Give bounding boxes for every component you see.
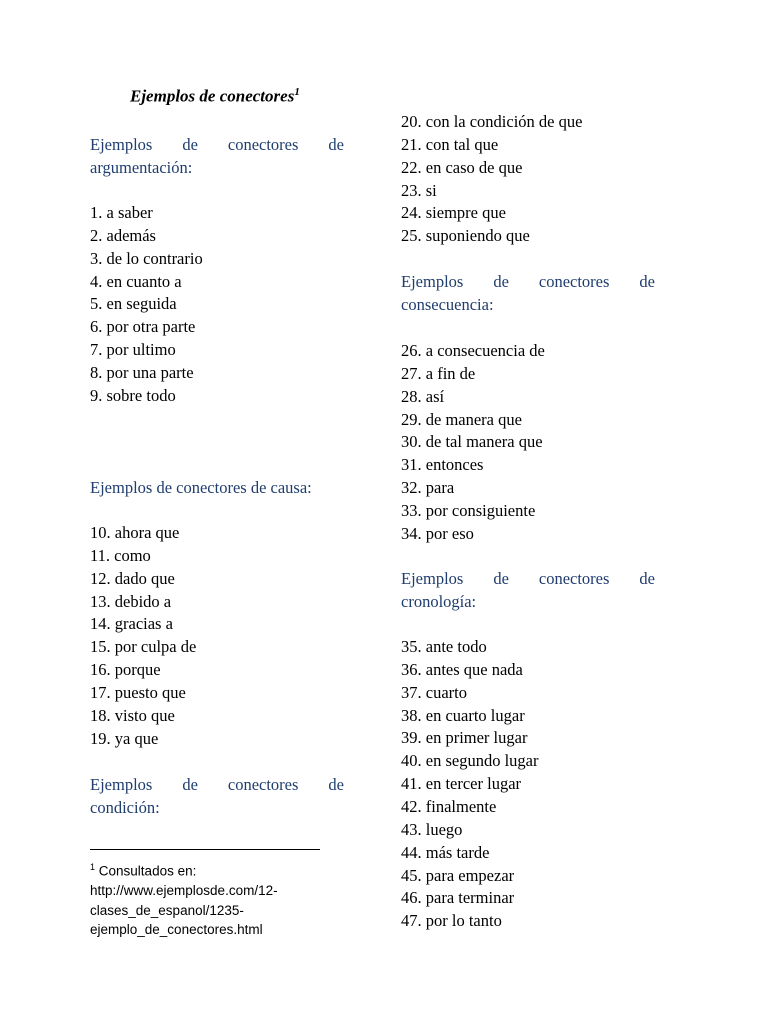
list-item: 42. finalmente: [401, 796, 497, 816]
footnote-reference: 1: [294, 86, 300, 98]
list-item: 4. en cuanto a: [90, 271, 182, 291]
list-item: 20. con la condición de que: [401, 112, 583, 131]
heading-consecuencia-line2: consecuencia:: [401, 295, 494, 314]
list-item: 15. por culpa de: [90, 637, 197, 657]
footnote-divider: [90, 849, 320, 850]
list-item: 13. debido a: [90, 591, 172, 611]
list-item: 39. en primer lugar: [401, 728, 528, 748]
list-item: 37. cuarto: [401, 682, 467, 702]
list-item: 25. suponiendo que: [401, 226, 530, 246]
list-item: 30. de tal manera que: [401, 432, 543, 452]
list-item: 16. porque: [90, 660, 161, 680]
footnote-url-line1: http://www.ejemplosde.com/12-: [90, 883, 278, 898]
footnote-url-line2: clases_de_espanol/1235-: [90, 902, 244, 918]
heading-consecuencia-line1: Ejemplos de conectores de: [401, 272, 655, 291]
footnote: $^1$ Consultados en: http://www.ejemplosde.com/12- clases_de_espanol/1235- ejemplo_de_conectores.html: [90, 858, 330, 940]
list-item: 8. por una parte: [90, 362, 194, 382]
list-item: 21. con tal que: [401, 134, 499, 154]
list-item: 24. siempre que: [401, 203, 506, 223]
list-item: 12. dado que: [90, 568, 175, 588]
list-item: 1. a saber: [90, 203, 153, 222]
list-item: 14. gracias a: [90, 614, 173, 634]
list-item: 11. como: [90, 545, 151, 565]
list-item: 9. sobre todo: [90, 385, 176, 405]
list-item: 33. por consiguiente: [401, 500, 536, 520]
list-item: 17. puesto que: [90, 682, 186, 702]
list-item: 46. para terminar: [401, 888, 515, 908]
footnote-url-line3: ejemplo_de_conectores.html: [90, 922, 263, 937]
list-item: 19. ya que: [90, 728, 159, 748]
list-item: 6. por otra parte: [90, 317, 196, 337]
heading-causa: Ejemplos de conectores de causa:: [90, 478, 312, 497]
list-item: 40. en segundo lugar: [401, 751, 539, 771]
list-item: 5. en seguida: [90, 294, 177, 314]
list-item: 31. entonces: [401, 455, 484, 475]
heading-condicion-line1: Ejemplos de conectores de: [90, 775, 344, 794]
list-item: 32. para: [401, 478, 455, 498]
list-item: 23. si: [401, 180, 437, 200]
heading-cronologia-line2: cronología:: [401, 592, 477, 611]
list-item: 44. más tarde: [401, 842, 490, 862]
list-item: 27. a fin de: [401, 363, 476, 383]
list-item: 18. visto que: [90, 705, 175, 725]
list-item: 41. en tercer lugar: [401, 774, 522, 794]
list-item: 38. en cuarto lugar: [401, 705, 525, 725]
heading-argumentacion-line1: Ejemplos de conectores de: [90, 135, 344, 154]
list-item: 3. de lo contrario: [90, 248, 203, 268]
list-item: 29. de manera que: [401, 409, 522, 429]
list-item: 28. así: [401, 386, 445, 406]
list-item: 7. por ultimo: [90, 340, 176, 360]
list-item: 35. ante todo: [401, 637, 487, 656]
list-item: 26. a consecuencia de: [401, 341, 545, 360]
list-item: 10. ahora que: [90, 523, 180, 542]
heading-argumentacion-line2: argumentación:: [90, 158, 193, 177]
list-item: 2. además: [90, 225, 156, 245]
heading-cronologia-line1: Ejemplos de conectores de: [401, 569, 655, 588]
list-item: 36. antes que nada: [401, 659, 523, 679]
list-item: 45. para empezar: [401, 865, 515, 885]
list-item: 43. luego: [401, 819, 463, 839]
page-title: Ejemplos de conectores$^1$: [130, 86, 300, 106]
list-item: 47. por lo tanto: [401, 911, 502, 931]
list-item: 34. por eso: [401, 523, 474, 543]
heading-condicion-line2: condición:: [90, 798, 160, 817]
list-item: 22. en caso de que: [401, 157, 523, 177]
